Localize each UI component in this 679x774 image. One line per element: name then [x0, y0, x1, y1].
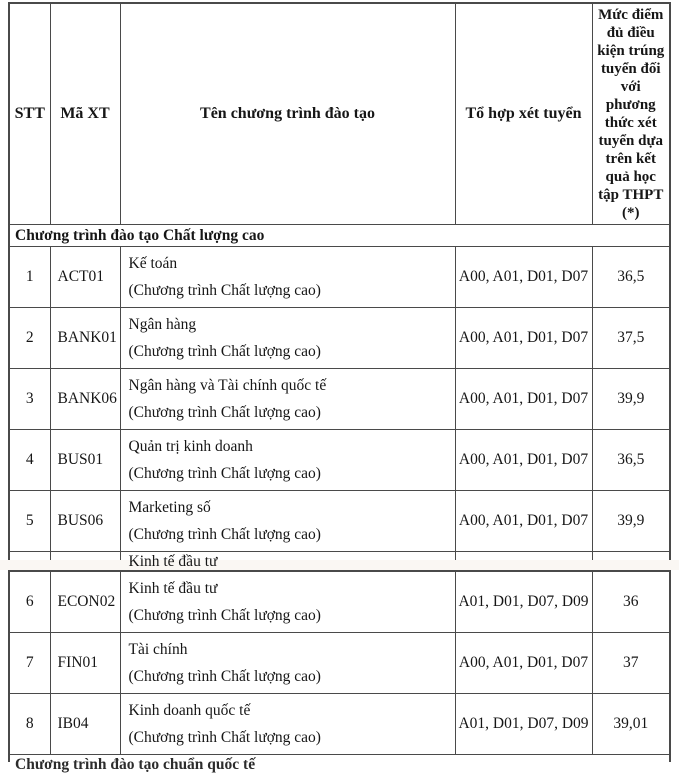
admission-table-fragment-2 — [8, 570, 671, 773]
program-subtitle: (Chương trình Chất lượng cao) — [128, 404, 321, 421]
clipped-program-cell — [120, 552, 455, 570]
program-subtitle: (Chương trình Chất lượng cao) — [128, 607, 321, 624]
program-name: Ngân hàng — [128, 316, 197, 333]
program-code-cell: BUS06 — [50, 491, 120, 552]
program-cell — [120, 694, 455, 755]
program-code-cell: FIN01 — [50, 633, 120, 694]
program-name: Tài chính — [128, 641, 188, 658]
row-number-cell: 8 — [9, 694, 50, 755]
score-cell: 39,01 — [592, 694, 670, 755]
clipped-code-cell — [50, 552, 120, 561]
subject-combination-cell: A00, A01, D01, D07 — [455, 308, 592, 369]
score-cell: 37,5 — [592, 308, 670, 369]
row-number-cell: 3 — [9, 369, 50, 430]
column-header-score: Mức điểm đủ điều kiện trúng tuyển đối với phương thức xét tuyển dựa trên kết quả học tập THPT (*) — [592, 3, 670, 225]
score-cell: 36,5 — [592, 430, 670, 491]
program-cell — [120, 491, 455, 552]
table-body-rows-1-5 — [9, 247, 670, 552]
clipped-score-cell — [592, 552, 670, 561]
table-row — [9, 571, 670, 633]
column-header-subject-combination: Tổ hợp xét tuyển — [455, 3, 592, 225]
score-cell: 36,5 — [592, 247, 670, 308]
section-header-row — [9, 225, 670, 247]
subject-combination-cell: A00, A01, D01, D07 — [455, 633, 592, 694]
table-row — [9, 491, 670, 552]
column-header-stt: STT — [9, 3, 50, 225]
table-header — [9, 3, 670, 225]
program-subtitle: (Chương trình Chất lượng cao) — [128, 343, 321, 360]
row-number-cell: 2 — [9, 308, 50, 369]
row-number-cell: 4 — [9, 430, 50, 491]
clipped-program-name: Kinh tế đầu tư — [128, 553, 218, 570]
header-row — [9, 3, 670, 225]
program-name: Kế toán — [128, 255, 178, 272]
score-cell: 36 — [592, 571, 670, 633]
program-cell — [120, 369, 455, 430]
program-name: Kinh doanh quốc tế — [128, 702, 251, 719]
program-code-cell: BANK06 — [50, 369, 120, 430]
program-cell — [120, 247, 455, 308]
program-code-cell: BANK01 — [50, 308, 120, 369]
subject-combination-cell: A00, A01, D01, D07 — [455, 430, 592, 491]
program-subtitle: (Chương trình Chất lượng cao) — [128, 526, 321, 543]
column-header-program-name: Tên chương trình đào tạo — [120, 3, 455, 225]
subject-combination-cell: A01, D01, D07, D09 — [455, 694, 592, 755]
capture-seam-gap — [0, 560, 679, 570]
column-header-code: Mã XT — [50, 3, 120, 225]
clipped-row-fragment-1 — [9, 552, 670, 561]
program-name: Marketing số — [128, 499, 211, 516]
score-cell: 39,9 — [592, 491, 670, 552]
clipped-section-row — [9, 755, 670, 763]
program-code-cell: BUS01 — [50, 430, 120, 491]
program-subtitle: (Chương trình Chất lượng cao) — [128, 282, 321, 299]
program-code-cell: ACT01 — [50, 247, 120, 308]
subject-combination-cell: A00, A01, D01, D07 — [455, 247, 592, 308]
table-row — [9, 247, 670, 308]
section-header-label: Chương trình đào tạo Chất lượng cao — [9, 225, 670, 247]
program-name: Ngân hàng và Tài chính quốc tế — [128, 377, 327, 394]
clipped-section-cell — [9, 755, 670, 773]
subject-combination-cell: A00, A01, D01, D07 — [455, 369, 592, 430]
table-row — [9, 430, 670, 491]
clipped-section-label: Chương trình đào tạo chuẩn quốc tế — [15, 756, 256, 773]
program-subtitle: (Chương trình Chất lượng cao) — [128, 668, 321, 685]
table-row — [9, 633, 670, 694]
program-cell — [120, 308, 455, 369]
table-row — [9, 308, 670, 369]
program-code-cell: ECON02 — [50, 571, 120, 633]
clipped-stt-cell — [9, 552, 50, 561]
admission-table-fragment-1 — [8, 2, 671, 570]
program-name: Quản trị kinh doanh — [128, 438, 253, 455]
score-cell: 37 — [592, 633, 670, 694]
table-row — [9, 369, 670, 430]
table-body-rows-6-8 — [9, 571, 670, 755]
program-cell — [120, 571, 455, 633]
subject-combination-cell: A00, A01, D01, D07 — [455, 491, 592, 552]
program-cell — [120, 633, 455, 694]
program-cell — [120, 430, 455, 491]
clipped-combination-cell — [455, 552, 592, 561]
program-subtitle: (Chương trình Chất lượng cao) — [128, 465, 321, 482]
row-number-cell: 7 — [9, 633, 50, 694]
subject-combination-cell: A01, D01, D07, D09 — [455, 571, 592, 633]
row-number-cell: 1 — [9, 247, 50, 308]
program-name: Kinh tế đầu tư — [128, 580, 218, 597]
program-code-cell: IB04 — [50, 694, 120, 755]
row-number-cell: 5 — [9, 491, 50, 552]
program-subtitle: (Chương trình Chất lượng cao) — [128, 729, 321, 746]
score-cell: 39,9 — [592, 369, 670, 430]
row-number-cell: 6 — [9, 571, 50, 633]
table-row — [9, 694, 670, 755]
